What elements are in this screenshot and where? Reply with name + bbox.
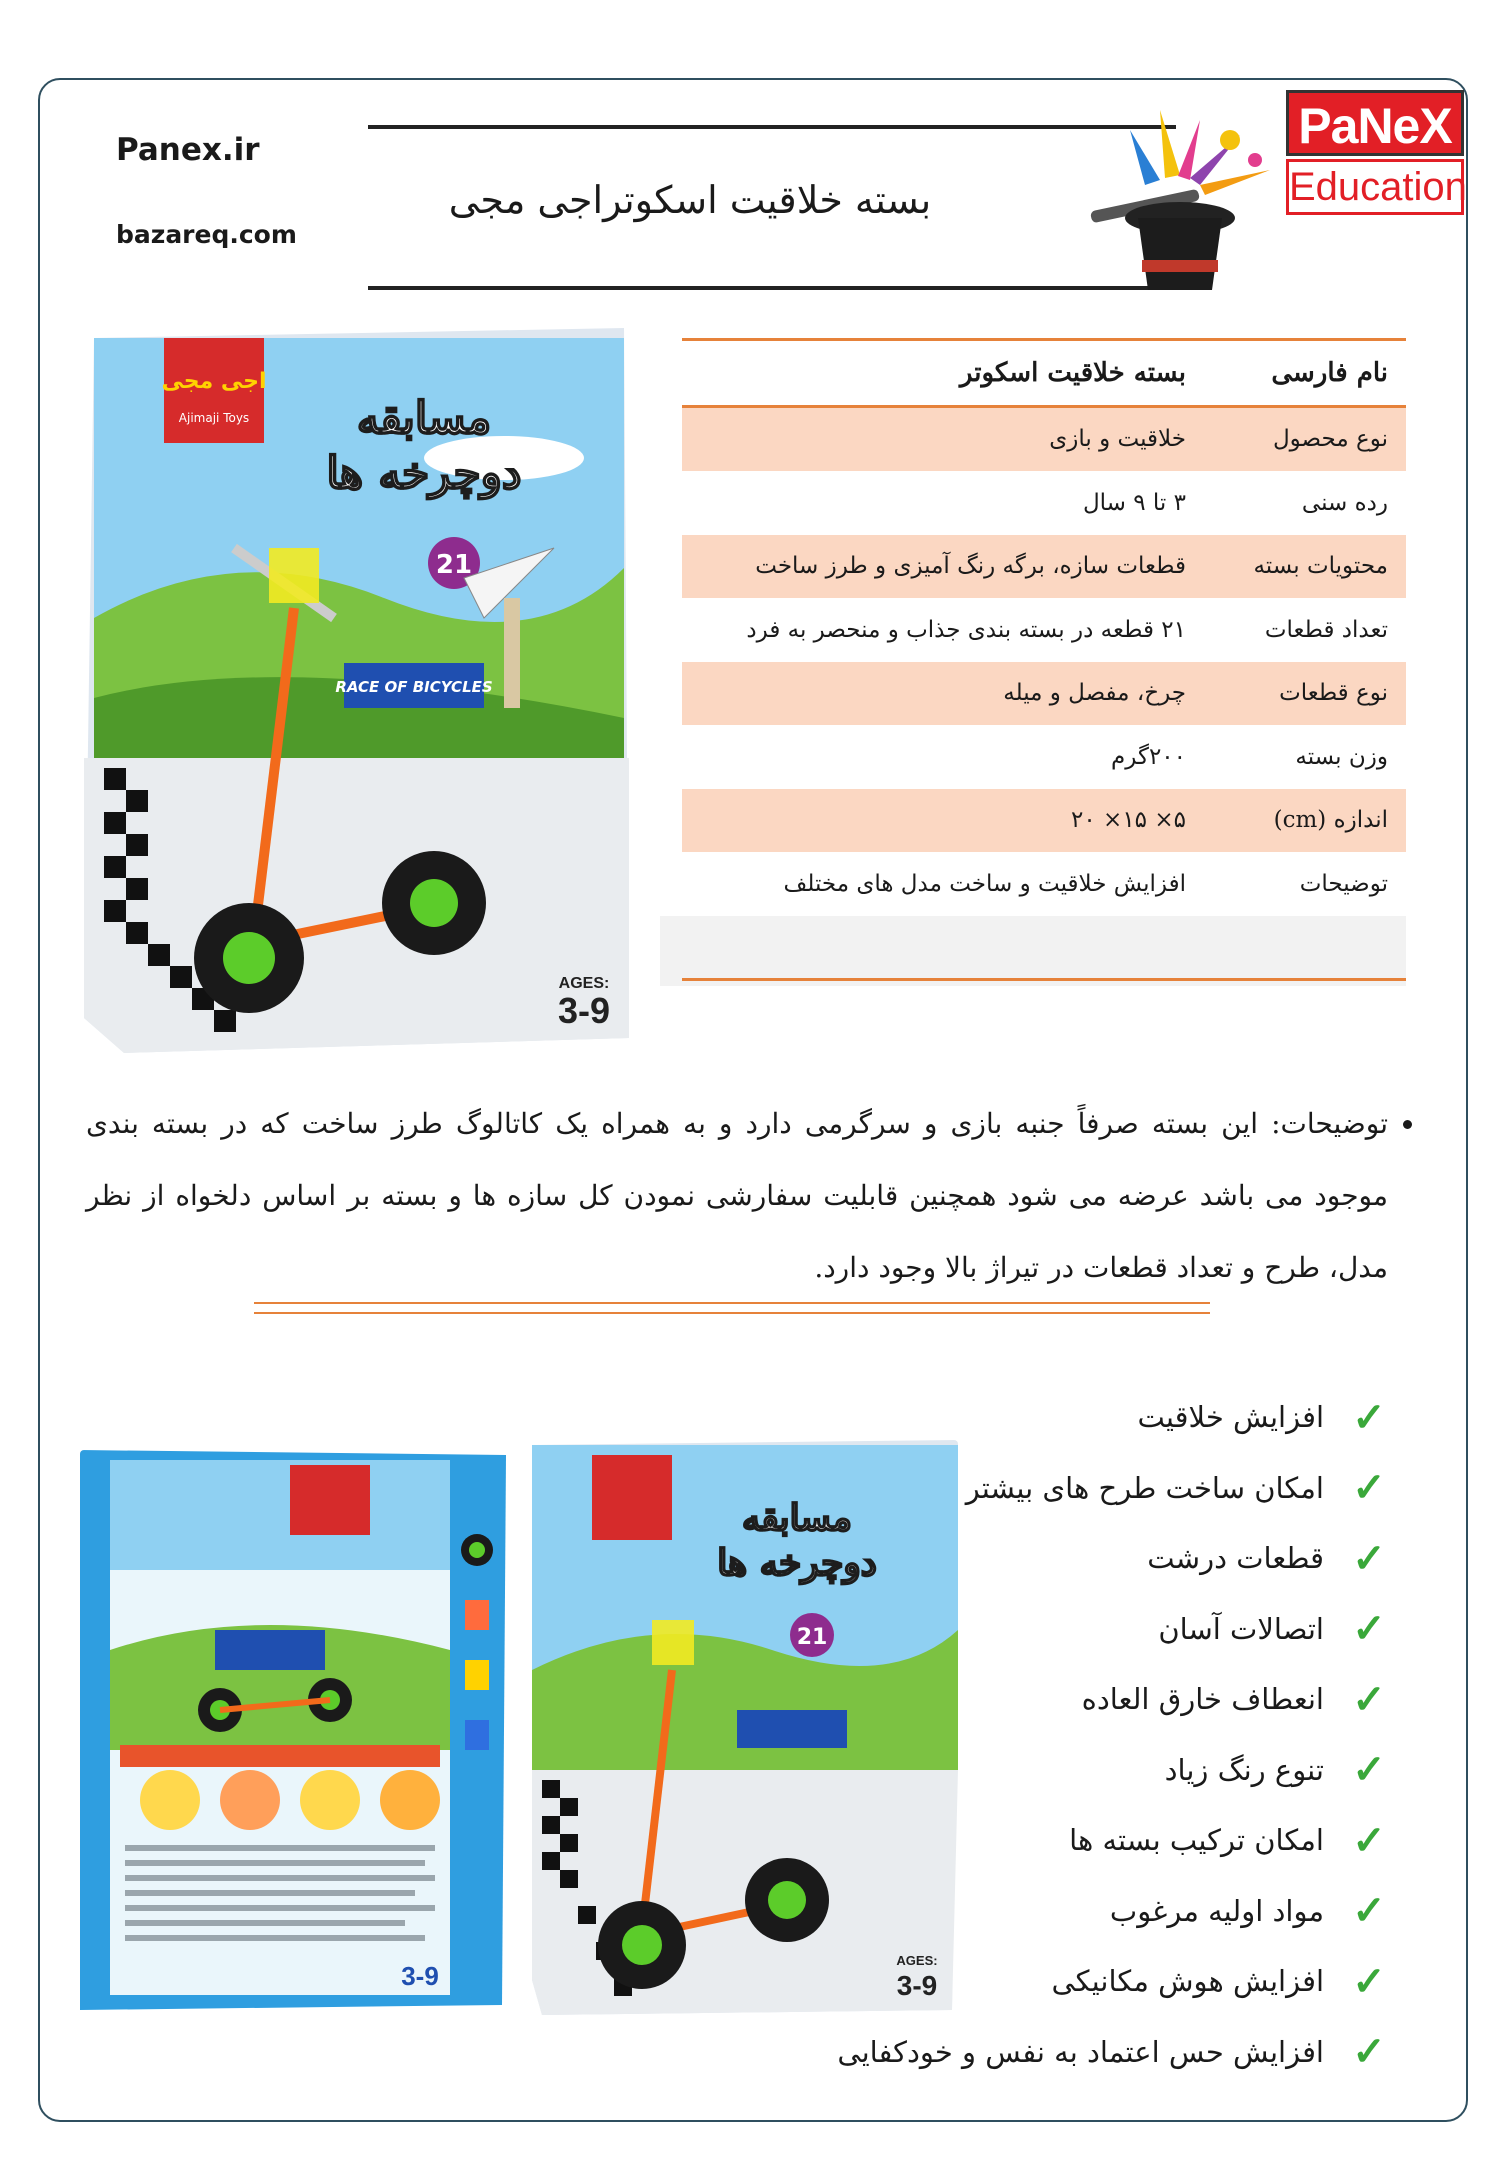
list-item: ✓ اتصالات آسان bbox=[700, 1594, 1400, 1665]
site-bazareq[interactable]: bazareq.com bbox=[116, 220, 297, 249]
svg-text:3-9: 3-9 bbox=[896, 1970, 938, 2001]
spec-row: نوع قطعات چرخ، مفصل و میله bbox=[682, 662, 1406, 726]
page-title: بسته خلاقیت اسکوتراجی مجی bbox=[448, 178, 932, 222]
feature-list bbox=[700, 1382, 1400, 2087]
spec-row: رده سنی ۳ تا ۹ سال bbox=[1082, 489, 1388, 516]
check-icon: ✓ bbox=[1352, 2028, 1386, 2076]
check-icon: ✓ bbox=[1352, 1887, 1386, 1935]
box-name-2: دوچرخه ها bbox=[326, 448, 522, 499]
list-item: ✓ امکان ترکیب بسته ها bbox=[700, 1805, 1400, 1876]
spec-table bbox=[682, 338, 1406, 986]
check-icon: ✓ bbox=[1352, 1534, 1386, 1582]
list-item: ✓ افزایش حس اعتماد به نفس و خودکفایی bbox=[700, 2017, 1400, 2088]
spec-row: نام فارسی بسته خلاقیت اسکوتر bbox=[959, 357, 1388, 388]
box-ages: 3-9 bbox=[557, 990, 611, 1031]
list-item: ✓ انعطاف خارق العاده bbox=[700, 1664, 1400, 1735]
product-box-image bbox=[84, 318, 636, 1060]
box-back-image bbox=[80, 1450, 506, 2015]
spec-row: تعداد قطعات ۲۱ قطعه در بسته بندی جذاب و منحصر به فرد bbox=[746, 616, 1388, 643]
box-subtitle: RACE OF BICYCLES bbox=[335, 678, 493, 696]
description bbox=[86, 1088, 1416, 1304]
spec-row: نوع محصول خلاقیت و بازی bbox=[682, 408, 1406, 472]
svg-text:3-9: 3-9 bbox=[401, 1961, 439, 1991]
check-icon: ✓ bbox=[1352, 1675, 1386, 1723]
list-item: ✓ افزایش هوش مکانیکی bbox=[700, 1946, 1400, 2017]
box-ages-label: AGES: bbox=[558, 975, 610, 992]
divider-top bbox=[254, 1302, 1210, 1304]
spec-row: محتویات بسته قطعات سازه، برگه رنگ آمیزی و طرز ساخت bbox=[682, 535, 1406, 599]
svg-text:AGES:: AGES: bbox=[896, 1953, 938, 1968]
list-item: ✓ امکان ساخت طرح های بیشتر bbox=[700, 1453, 1400, 1524]
box-badge: 21 bbox=[435, 550, 473, 580]
list-item: ✓ افزایش خلاقیت bbox=[700, 1382, 1400, 1453]
spec-row: توضیحات افزایش خلاقیت و ساخت مدل های مختلف bbox=[783, 870, 1388, 897]
check-icon: ✓ bbox=[1352, 1816, 1386, 1864]
divider-bottom bbox=[254, 1312, 1210, 1314]
box-brand-en: Ajimaji Toys bbox=[178, 411, 250, 425]
spec-bottom-rule bbox=[682, 978, 1406, 981]
check-icon: ✓ bbox=[1352, 1746, 1386, 1794]
box-name-1: مسابقه bbox=[356, 393, 492, 444]
title-rule-bottom bbox=[368, 286, 1176, 290]
description-text: • توضیحات: این بسته صرفاً جنبه بازی و سرگرمی دارد و به همراه یک کاتالوگ طرز ساخت که در بسته بندی موجود می باشد عرضه می شود همچنین قابلیت سفارشی نمودن کل سازه ها و بسته بر اساس دلخواه از نظر مدل، طرح و تعداد قطعات در تیراژ بالا وجود دارد. bbox=[86, 1088, 1388, 1304]
svg-text:21: 21 bbox=[796, 1625, 828, 1650]
check-icon: ✓ bbox=[1352, 1957, 1386, 2005]
magic-hat-icon bbox=[1090, 100, 1290, 300]
check-icon: ✓ bbox=[1352, 1393, 1386, 1441]
panex-logo: PaNeX Education bbox=[1286, 90, 1464, 210]
spec-row: وزن بسته ۲۰۰گرم bbox=[1111, 743, 1388, 770]
title-rule-top bbox=[368, 125, 1176, 129]
spec-blank-row bbox=[660, 916, 1406, 986]
site-panex[interactable]: Panex.ir bbox=[116, 132, 260, 168]
check-icon: ✓ bbox=[1352, 1464, 1386, 1512]
list-item: ✓ مواد اولیه مرغوب bbox=[700, 1876, 1400, 1947]
spec-row: اندازه (cm) ۵× ۱۵× ۲۰ bbox=[682, 789, 1406, 853]
svg-text:دوچرخه ها: دوچرخه ها bbox=[717, 1542, 877, 1584]
check-icon: ✓ bbox=[1352, 1605, 1386, 1653]
svg-text:مسابقه: مسابقه bbox=[742, 1497, 852, 1539]
list-item: ✓ قطعات درشت bbox=[700, 1523, 1400, 1594]
box-brand: اجی مجی bbox=[161, 369, 267, 394]
list-item: ✓ تنوع رنگ زیاد bbox=[700, 1735, 1400, 1806]
